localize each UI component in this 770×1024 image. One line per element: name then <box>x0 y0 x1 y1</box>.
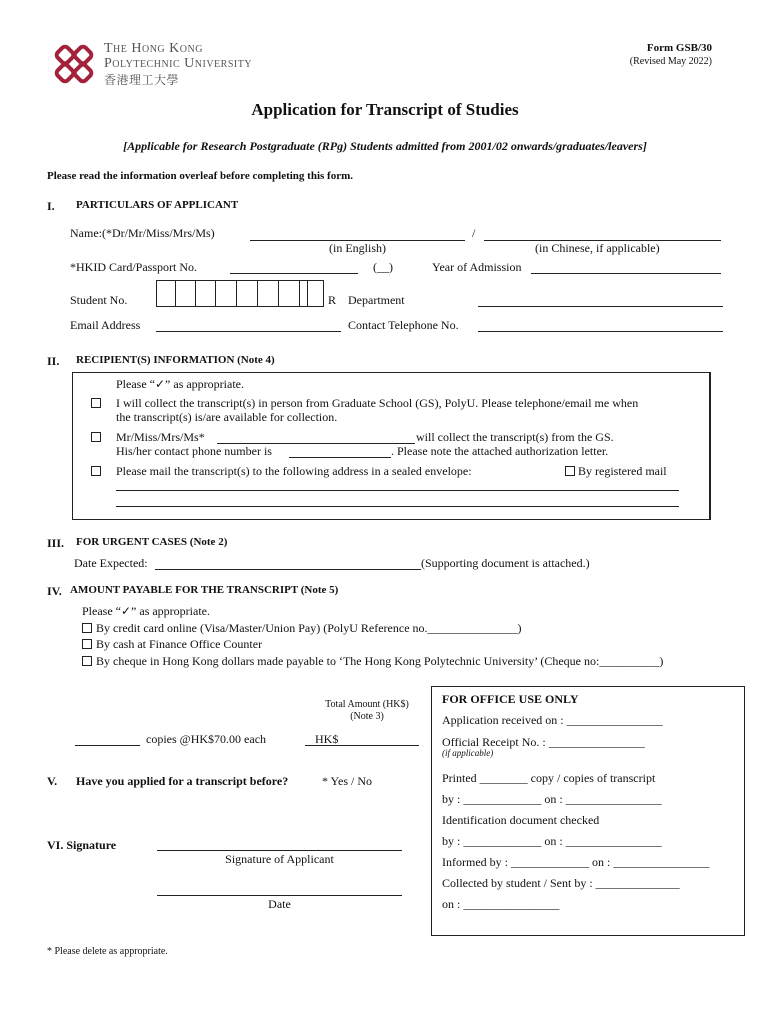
copies-field[interactable] <box>75 745 140 746</box>
pay-cheque-label: By cheque in Hong Kong dollars made payable to ‘The Hong Kong Polytechnic University’ (Cheque no:__________) <box>96 654 664 668</box>
mail-text: Please mail the transcript(s) to the following address in a sealed envelope: <box>116 464 472 478</box>
university-name-chinese: 香港理工大學 <box>104 73 180 87</box>
footnote: * Please delete as appropriate. <box>47 946 168 957</box>
name-slash: / <box>472 226 476 240</box>
section-5-number: V. <box>47 774 58 788</box>
section-1-number: I. <box>47 199 55 213</box>
student-no-boxes[interactable] <box>156 280 324 307</box>
mail-checkbox[interactable] <box>91 466 101 476</box>
office-collected: Collected by student / Sent by : ______________ <box>442 876 680 890</box>
collect-in-person-text-1: I will collect the transcript(s) in person from Graduate School (GS), PolyU. Please telephone/email me when <box>116 396 639 410</box>
section-6-heading: VI. Signature <box>47 838 117 852</box>
office-collected-on: on : ________________ <box>442 897 560 911</box>
university-name-line2: Polytechnic University <box>104 56 253 71</box>
pay-credit-card-checkbox[interactable] <box>82 623 92 633</box>
pay-cash-label: By cash at Finance Office Counter <box>96 637 263 651</box>
office-receipt: Official Receipt No. : ________________ <box>442 735 645 749</box>
date-caption: Date <box>268 897 291 911</box>
office-received: Application received on : ________________ <box>442 713 663 727</box>
collect-in-person-text-2: the transcript(s) is/are available for collection. <box>116 410 338 424</box>
office-use-heading: FOR OFFICE USE ONLY <box>442 692 579 706</box>
section-2-heading: RECIPIENT(S) INFORMATION (Note 4) <box>76 354 275 366</box>
section-4-number: IV. <box>47 584 62 598</box>
student-no-r-suffix: R <box>328 293 337 307</box>
representative-phone-label: His/her contact phone number is <box>116 444 272 458</box>
total-amount-field[interactable] <box>305 745 419 746</box>
phone-field[interactable] <box>478 331 723 332</box>
pay-cash-checkbox[interactable] <box>82 639 92 649</box>
representative-collect-checkbox[interactable] <box>91 432 101 442</box>
pay-credit-card-label: By credit card online (Visa/Master/Union Pay) (PolyU Reference no._______________) <box>96 621 522 635</box>
registered-mail-checkbox[interactable] <box>565 466 575 476</box>
representative-text: will collect the transcript(s) from the GS. <box>416 430 614 444</box>
polyu-logo-icon <box>50 40 98 88</box>
signature-field[interactable] <box>157 850 402 851</box>
pay-cheque-checkbox[interactable] <box>82 656 92 666</box>
mail-address-line-2[interactable] <box>116 506 679 507</box>
office-printed-by-on: by : _____________ on : ________________ <box>442 792 662 806</box>
section-4-please-tick: Please “✓” as appropriate. <box>82 604 210 618</box>
email-field[interactable] <box>156 331 341 332</box>
page-title: Application for Transcript of Studies <box>251 100 519 119</box>
university-name-line1: The Hong Kong <box>104 41 203 56</box>
revised-date: (Revised May 2022) <box>629 56 712 67</box>
email-label: Email Address <box>70 318 141 332</box>
admission-field[interactable] <box>531 273 721 274</box>
office-if-applicable: (if applicable) <box>442 748 494 758</box>
section-4-heading: AMOUNT PAYABLE FOR THE TRANSCRIPT (Note 5) <box>70 584 339 596</box>
total-amount-label: Total Amount (HK$) <box>325 699 409 710</box>
collect-in-person-checkbox[interactable] <box>91 398 101 408</box>
date-expected-field[interactable] <box>155 569 421 570</box>
in-english-caption: (in English) <box>329 241 386 255</box>
section-2-please-tick: Please “✓” as appropriate. <box>116 377 244 391</box>
date-expected-label: Date Expected: <box>74 556 148 570</box>
representative-phone-field[interactable] <box>289 457 391 458</box>
form-number: Form GSB/30 <box>646 42 712 54</box>
authorization-note: . Please note the attached authorization letter. <box>391 444 609 458</box>
department-label: Department <box>348 293 405 307</box>
office-printed: Printed ________ copy / copies of transcript <box>442 771 656 785</box>
copies-label: copies @HK$70.00 each <box>146 732 267 746</box>
office-identification: Identification document checked <box>442 813 600 827</box>
section-5-answer[interactable]: * Yes / No <box>322 774 373 788</box>
section-3-number: III. <box>47 536 65 550</box>
office-identification-by-on: by : _____________ on : ________________ <box>442 834 662 848</box>
representative-label: Mr/Miss/Mrs/Ms* <box>116 430 205 444</box>
date-field[interactable] <box>157 895 402 896</box>
hkid-label: *HKID Card/Passport No. <box>70 260 197 274</box>
mail-address-line-1[interactable] <box>116 490 679 491</box>
instruction: Please read the information overleaf before completing this form. <box>47 170 353 182</box>
office-informed: Informed by : _____________ on : ________________ <box>442 855 710 869</box>
signature-caption: Signature of Applicant <box>225 852 334 866</box>
name-label: Name:(*Dr/Mr/Miss/Mrs/Ms) <box>70 226 215 240</box>
section-3-heading: FOR URGENT CASES (Note 2) <box>76 536 228 548</box>
supporting-document-note: (Supporting document is attached.) <box>421 556 590 570</box>
section-5-question: Have you applied for a transcript before? <box>76 774 289 788</box>
admission-label: Year of Admission <box>432 260 522 274</box>
hkid-field[interactable] <box>230 273 358 274</box>
student-no-label: Student No. <box>70 293 128 307</box>
section-2-number: II. <box>47 354 60 368</box>
hk-dollar-label: HK$ <box>315 732 339 746</box>
department-field[interactable] <box>478 306 723 307</box>
in-chinese-caption: (in Chinese, if applicable) <box>535 241 660 255</box>
total-amount-note: (Note 3) <box>350 711 384 722</box>
section-1-heading: PARTICULARS OF APPLICANT <box>76 199 239 211</box>
phone-label: Contact Telephone No. <box>348 318 459 332</box>
hkid-check-digit[interactable]: (__) <box>373 260 393 274</box>
subtitle: [Applicable for Research Postgraduate (RPg) Students admitted from 2001/02 onwards/graduates/leavers] <box>123 139 647 153</box>
registered-mail-label: By registered mail <box>578 464 667 478</box>
